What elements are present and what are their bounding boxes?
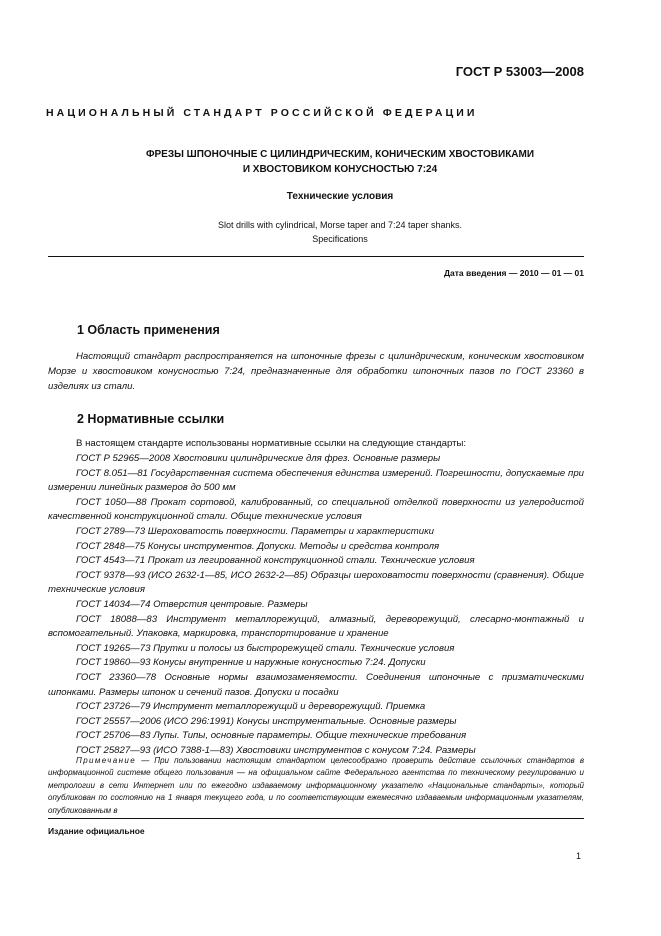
reference-item: ГОСТ 2789—73 Шероховатость поверхности. Параметры и характеристики (76, 525, 434, 537)
reference-item: ГОСТ 25827—93 (ИСО 7388-1—83) Хвостовики инструментов с конусом 7:24. Размеры (76, 744, 476, 756)
section-2-intro: В настоящем стандарте использованы нормативные ссылки на следующие стандарты: (76, 438, 467, 449)
footer-divider (48, 818, 584, 819)
reference-item: ГОСТ 14034—74 Отверстия центровые. Размеры (76, 598, 308, 610)
title-line-1: ФРЕЗЫ ШПОНОЧНЫЕ С ЦИЛИНДРИЧЕСКИМ, КОНИЧЕСКИМ ХВОСТОВИКАМИ (145, 149, 535, 160)
section-1-body: Настоящий стандарт распространяется на шпоночные фрезы с цилиндрическим, коническим хвостовиком Морзе и хвостовиком конусностью 7:24, предназначенные для обработки шпоночных пазов по ГОСТ 23360 в изделиях из стали. (48, 351, 584, 392)
note-text: — При пользовании настоящим стандартом целесообразно проверить действие ссылочных стандартов в информационной системе общего пользования — на официальном сайте Федерального агентства по техническому регулированию и метрологии в сети Интернет или по ежегодно издаваемому информационному указателю «Национальные стандарты», который опубликован по состоянию на 1 января текущего года, и по соответствующим ежемесячно издаваемым информационным указателям, опубликованным в (48, 756, 584, 815)
reference-item: ГОСТ 2848—75 Конусы инструментов. Допуски. Методы и средства контроля (76, 540, 440, 552)
official-edition-label: Издание официальное (48, 826, 145, 836)
reference-item: ГОСТ 18088—83 Инструмент металлорежущий, алмазный, дереворежущий, слесарно-монтажный и вспомогательный. Упаковка, маркировка, транспортирование и хранение (48, 613, 584, 640)
reference-item: ГОСТ 19265—73 Прутки и полосы из быстрорежущей стали. Технические условия (76, 642, 455, 654)
english-title-line-2: Specifications (312, 234, 368, 244)
reference-item: ГОСТ Р 52965—2008 Хвостовики цилиндрические для фрез. Основные размеры (76, 453, 441, 464)
reference-item: ГОСТ 4543—71 Прокат из легированной конструкционной стали. Технические условия (76, 555, 475, 567)
reference-item: ГОСТ 1050—88 Прокат сортовой, калиброванный, со специальной отделкой поверхности из углеродистой качественной конструкционной стали. Общие технические условия (48, 496, 584, 523)
section-2-heading: 2 Нормативные ссылки (77, 412, 225, 426)
reference-list (48, 452, 584, 758)
introduction-date: Дата введения — 2010 — 01 — 01 (443, 268, 584, 278)
reference-item: ГОСТ 25706—83 Лупы. Типы, основные параметры. Общие технические требования (76, 730, 467, 742)
reference-item: ГОСТ 23726—79 Инструмент металлорежущий и дереворежущий. Приемка (76, 701, 426, 713)
reference-item: ГОСТ 8.051—81 Государственная система обеспечения единства измерений. Погрешности, допускаемые при измерении линейных размеров до 500 мм (48, 467, 584, 494)
note-label: Примечание (76, 756, 137, 765)
reference-item: ГОСТ 25557—2006 (ИСО 296:1991) Конусы инструментальные. Основные размеры (76, 715, 457, 727)
reference-item: ГОСТ 23360—78 Основные нормы взаимозаменяемости. Соединения шпоночные с призматическими шпонками. Размеры шпонок и сечений пазов. Допуски и посадки (48, 671, 584, 698)
section-1-heading: 1 Область применения (77, 323, 220, 337)
english-title-line-1: Slot drills with cylindrical, Morse taper and 7:24 taper shanks. (217, 220, 463, 230)
english-title (70, 218, 610, 246)
header-divider (48, 256, 584, 257)
national-standard-header: НАЦИОНАЛЬНЫЙ СТАНДАРТ РОССИЙСКОЙ ФЕДЕРАЦИИ (46, 107, 478, 119)
reference-item: ГОСТ 9378—93 (ИСО 2632-1—85, ИСО 2632-2—85) Образцы шероховатости поверхности (сравнения). Общие технические условия (48, 569, 584, 596)
document-subtitle: Технические условия (286, 191, 394, 202)
title-line-2: И ХВОСТОВИКОМ КОНУСНОСТЬЮ 7:24 (242, 164, 438, 175)
reference-note (48, 755, 584, 817)
reference-item: ГОСТ 19860—93 Конусы внутренние и наружные конусностью 7:24. Допуски (76, 657, 426, 669)
document-title (70, 147, 610, 177)
document-number: ГОСТ Р 53003—2008 (455, 64, 584, 79)
page-number: 1 (576, 851, 582, 861)
section-1-text (48, 349, 584, 394)
